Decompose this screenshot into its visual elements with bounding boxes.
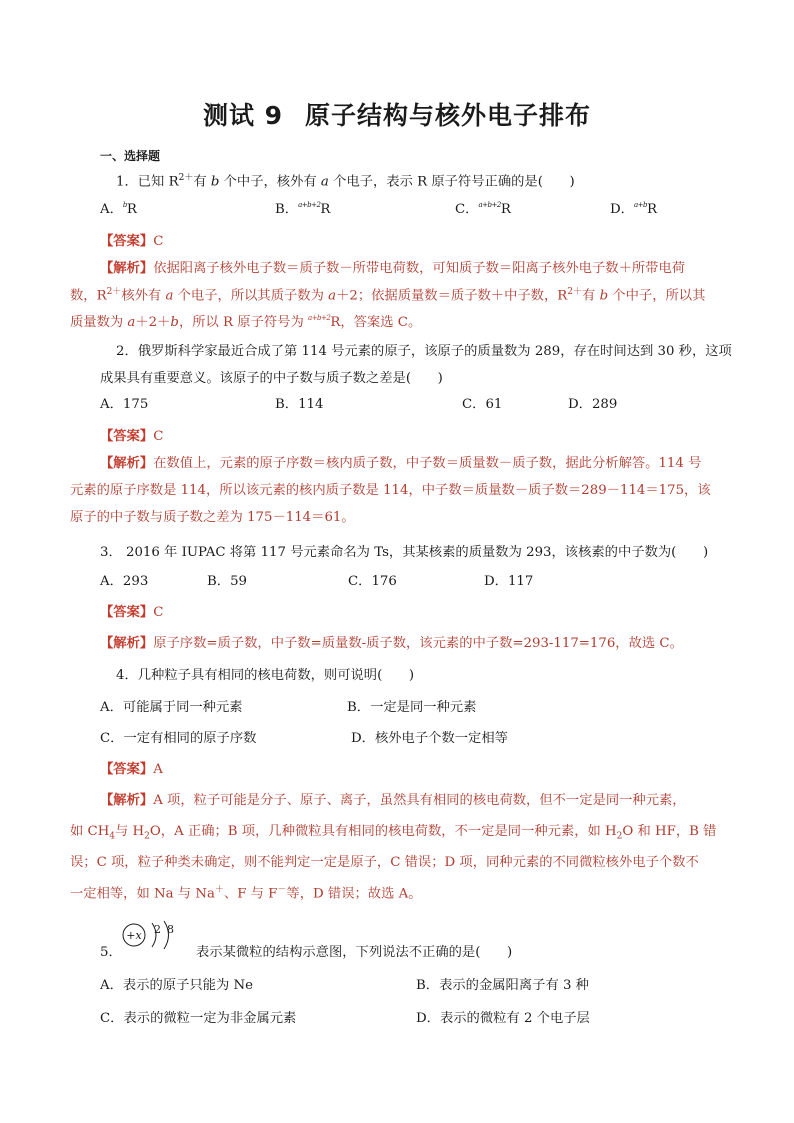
analysis-text: ＋2；依据质量数＝质子数＋中子数，R — [336, 288, 568, 304]
answer-tag: 【答案】 — [100, 762, 154, 777]
analysis-text: 一定相等，如 Na 与 Na — [70, 886, 215, 902]
mass-number: a+b+2 — [298, 201, 321, 209]
analysis-text: R，答案选 C。 — [330, 315, 422, 330]
charge-superscript: － — [277, 885, 287, 895]
shell-2-electrons: 8 — [167, 923, 174, 936]
q1-analysis-line — [70, 284, 705, 303]
analysis-text: 依据阳离子核外电子数＝质子数－所带电荷数，可知质子数＝阳离子核外电子数＋所带电荷 — [153, 261, 686, 276]
analysis-text: O 和 HF，B 错 — [622, 824, 717, 839]
charge-superscript: 2＋ — [567, 287, 583, 297]
atom-structure-diagram — [120, 918, 188, 952]
analysis-text: 个电子，所以其质子数为 — [173, 288, 329, 304]
q5-option-c: C．表示的微粒一定为非金属元素 — [100, 1011, 297, 1026]
analysis-text: ，所以 R 原子符号为 — [178, 315, 309, 330]
element-symbol: R — [647, 202, 658, 217]
q3-option-d: D．117 — [484, 574, 534, 589]
subscript: 2 — [144, 831, 150, 842]
analysis-text: 质量数为 — [70, 315, 128, 330]
option-label: B． — [275, 202, 299, 217]
q4-option-a: A．可能属于同一种元素 — [100, 700, 243, 715]
analysis-text: 、F 与 F — [223, 886, 278, 902]
q3-analysis-line — [100, 632, 683, 651]
element-symbol: R — [320, 202, 331, 217]
answer-value: A — [153, 762, 163, 777]
q4-option-b: B．一定是同一种元素 — [347, 700, 477, 715]
q3-option-b: B．59 — [207, 574, 247, 589]
mass-number: a+b — [633, 201, 647, 209]
q2-stem: 2．俄罗斯科学家最近合成了第 114 号元素的原子，该原子的质量数为 289，存在时间达到 30 秒，这项 — [116, 344, 732, 359]
mass-number: a+b+2 — [308, 314, 331, 322]
q5-option-a: A．表示的原子只能为 Ne — [100, 978, 254, 993]
q1-answer — [100, 230, 163, 249]
analysis-text: 有 — [582, 288, 600, 304]
q3-answer — [100, 601, 163, 620]
q1-option-a — [100, 198, 137, 217]
analysis-tag: 【解析】 — [100, 456, 154, 471]
q2-option-b: B．114 — [275, 397, 324, 412]
mass-number: b — [122, 201, 127, 209]
analysis-text: A 项，粒子可能是分子、原子、离子，虽然具有相同的核电荷数，但不一定是同一种元素， — [153, 793, 686, 808]
q1-stem-part: 个中子，核外有 — [219, 174, 321, 190]
q4-analysis-line — [100, 789, 686, 808]
q4-option-c: C．一定有相同的原子序数 — [100, 731, 257, 746]
analysis-text: 与 H — [115, 824, 145, 839]
q1-stem — [116, 170, 575, 189]
analysis-text: 原子序数=质子数，中子数=质量数-质子数，该元素的中子数=293-117=176，故选 C。 — [153, 636, 683, 651]
q4-option-d: D．核外电子个数一定相等 — [351, 731, 508, 746]
q1-stem-part: 1．已知 R — [116, 174, 179, 190]
element-symbol: R — [126, 202, 137, 217]
answer-tag: 【答案】 — [100, 429, 154, 444]
analysis-tag: 【解析】 — [100, 636, 154, 651]
var-a: a — [127, 315, 136, 330]
q5-option-d: D．表示的微粒有 2 个电子层 — [416, 1011, 590, 1026]
q4-answer — [100, 758, 163, 777]
q2-analysis-line: 原子的中子数与质子数之差为 175－114＝61。 — [70, 510, 355, 525]
q5-stem: 表示某微粒的结构示意图，下列说法不正确的是( ) — [196, 945, 513, 960]
analysis-text: ＋2＋ — [135, 315, 171, 330]
mass-number: a+b+2 — [478, 201, 501, 209]
charge-superscript: ＋ — [214, 885, 224, 895]
section-heading: 一、选择题 — [100, 149, 161, 163]
var-b: b — [599, 288, 609, 304]
analysis-text: 数，R — [70, 288, 107, 304]
q2-option-a: A．175 — [100, 397, 149, 412]
q1-stem-part: 个电子，表示 R 原子符号正确的是( ) — [328, 174, 575, 190]
charge-superscript: 2＋ — [106, 287, 122, 297]
element-symbol: R — [500, 202, 511, 217]
var-a: a — [165, 288, 174, 304]
analysis-text: 核外有 — [121, 288, 166, 304]
var-a: a — [328, 288, 337, 304]
q3-option-c: C．176 — [348, 574, 397, 589]
q1-stem-part: 有 — [193, 174, 211, 190]
var-b: b — [210, 174, 220, 190]
q1-option-d — [610, 198, 657, 217]
option-label: D． — [610, 202, 634, 217]
q4-analysis-line — [70, 820, 716, 842]
page-title — [0, 96, 794, 132]
q5-number: 5． — [100, 945, 122, 960]
var-a: a — [320, 174, 329, 190]
nucleus-charge-label: +x — [126, 929, 142, 942]
subscript: 2 — [616, 831, 623, 842]
q3-option-a: A．293 — [100, 574, 149, 589]
title-topic: 原子结构与核外电子排布 — [305, 101, 592, 130]
analysis-text: 等，D 错误；故选 A。 — [286, 886, 422, 902]
q5-option-b: B．表示的金属阳离子有 3 种 — [416, 978, 589, 993]
q2-answer — [100, 425, 163, 444]
answer-tag: 【答案】 — [100, 234, 154, 249]
analysis-text: 如 CH — [70, 824, 110, 839]
var-b: b — [170, 315, 179, 330]
answer-value: C — [153, 429, 164, 444]
answer-value: C — [153, 234, 164, 249]
q1-option-b — [275, 198, 330, 217]
analysis-tag: 【解析】 — [100, 261, 154, 276]
title-test-number: 测试 9 — [202, 101, 284, 130]
analysis-text: 个中子，所以其 — [608, 288, 706, 304]
q1-analysis-line — [70, 311, 421, 330]
answer-value: C — [153, 605, 164, 620]
option-label: A． — [100, 202, 123, 217]
answer-tag: 【答案】 — [100, 605, 154, 620]
shell-1-electrons: 2 — [154, 923, 161, 936]
charge-superscript: 2＋ — [178, 173, 194, 183]
q4-stem: 4．几种粒子具有相同的核电荷数，则可说明( ) — [116, 668, 415, 683]
q2-analysis-line — [100, 452, 701, 471]
analysis-text: O，A 正确；B 项，几种微粒具有相同的核电荷数，不一定是同一种元素，如 H — [149, 824, 617, 839]
option-label: C． — [455, 202, 479, 217]
analysis-tag: 【解析】 — [100, 793, 154, 808]
q1-option-c — [455, 198, 511, 217]
q4-analysis-line — [70, 882, 422, 901]
q3-stem: 3． 2016 年 IUPAC 将第 117 号元素命名为 Ts，其某核素的质量数为 293，该核素的中子数为( ) — [100, 545, 709, 560]
q2-analysis-line: 元素的原子序数是 114，所以该元素的核内质子数是 114，中子数＝质量数－质子数＝289－114＝175，该 — [70, 483, 711, 498]
q2-option-c: C．61 — [462, 397, 503, 412]
q2-option-d: D．289 — [568, 397, 618, 412]
q2-stem: 成果具有重要意义。该原子的中子数与质子数之差是( ) — [100, 371, 443, 386]
q4-analysis-line: 误；C 项，粒子种类未确定，则不能判定一定是原子，C 错误；D 项，同种元素的不同微粒核外电子个数不 — [70, 855, 699, 870]
subscript: 4 — [109, 831, 116, 842]
analysis-text: 在数值上，元素的原子序数＝核内质子数，中子数＝质量数－质子数，据此分析解答。114 号 — [153, 456, 702, 471]
q1-analysis-line — [100, 257, 685, 276]
